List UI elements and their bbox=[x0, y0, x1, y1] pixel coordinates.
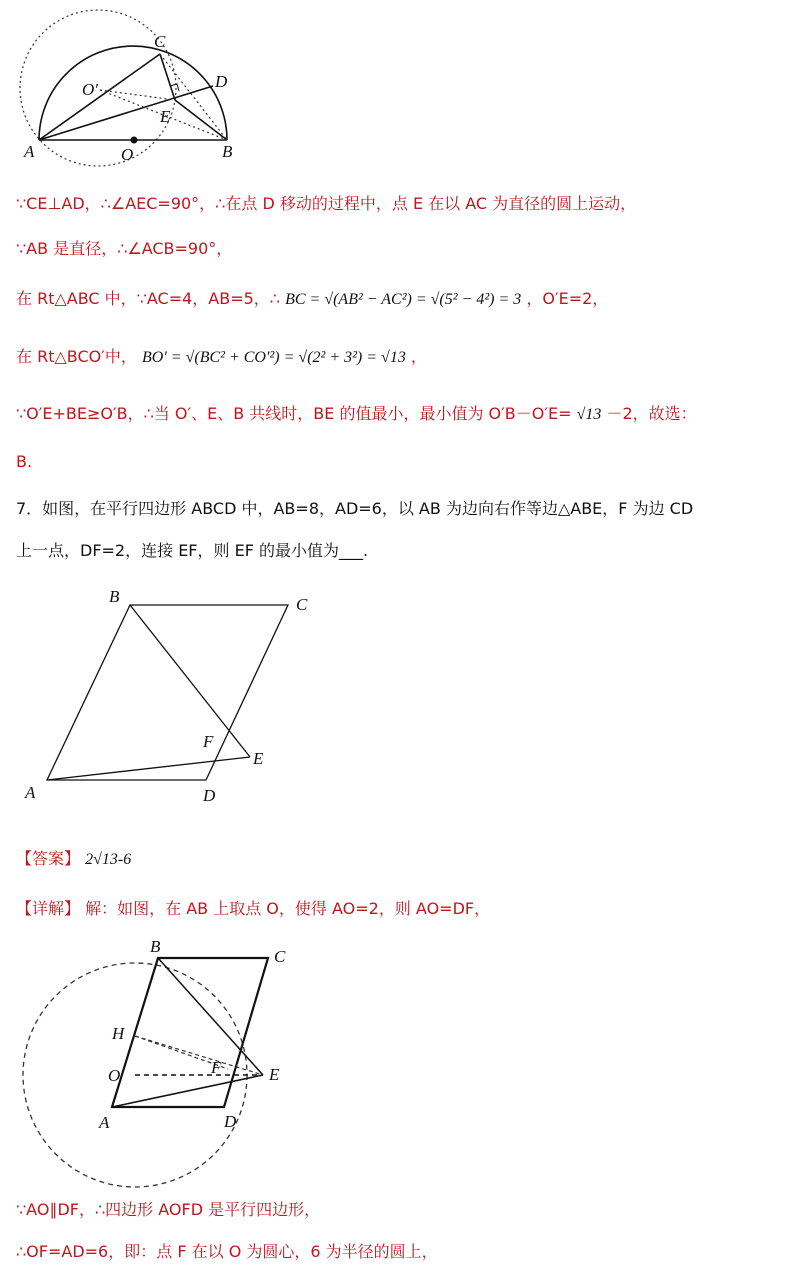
label-O: O bbox=[121, 145, 134, 164]
formula-sqrt13: √13 bbox=[576, 406, 602, 423]
label-E: E bbox=[160, 107, 171, 126]
solution-line-2: ∵AB 是直径，∴∠ACB=90°， bbox=[16, 239, 233, 258]
formula-bo-prime: BO′ = √(BC² + CO′²) = √(2² + 3²) = √13 bbox=[141, 349, 406, 366]
solution-line-4-tail: ， bbox=[410, 347, 427, 366]
label-E: E bbox=[253, 749, 264, 768]
segment-AC bbox=[39, 54, 160, 140]
figure-1-circle-diagram bbox=[10, 0, 260, 170]
solution-line-1: ∵CE⊥AD，∴∠AEC=90°，∴在点 D 移动的过程中，点 E 在以 AC 为直径的圆上运动， bbox=[16, 194, 637, 213]
label-E: E bbox=[269, 1065, 280, 1084]
solution-line-3-text: 在 Rt△ABC 中，∵AC=4，AB=5，∴ bbox=[16, 289, 280, 308]
figure-3-circle-construction bbox=[10, 935, 330, 1185]
segment-CE bbox=[160, 54, 175, 100]
segment-AE bbox=[47, 757, 250, 780]
segment-BE bbox=[130, 605, 250, 757]
label-A: A bbox=[99, 1113, 110, 1132]
dotted-circle bbox=[20, 10, 176, 166]
semicircle-arc bbox=[39, 46, 227, 140]
answer-tag: 【答案】 bbox=[16, 849, 81, 868]
label-C: C bbox=[154, 32, 166, 51]
label-C: C bbox=[274, 947, 286, 966]
solution-line-3-tail: ，O′E=2， bbox=[526, 289, 609, 308]
label-B: B bbox=[109, 587, 120, 606]
question-7-line-1: 7．如图，在平行四边形 ABCD 中，AB=8，AD=6，以 AB 为边向右作等边△ABE，F 为边 CD bbox=[16, 499, 694, 518]
bottom-line-2: ∴OF=AD=6，即：点 F 在以 O 为圆心，6 为半径的圆上， bbox=[16, 1242, 438, 1261]
question-7-line-2: 上一点，DF=2，连接 EF，则 EF 的最小值为___. bbox=[16, 541, 369, 560]
figure-2-parallelogram bbox=[20, 585, 340, 815]
solution-line-6: B. bbox=[16, 452, 33, 471]
label-B: B bbox=[222, 142, 233, 161]
label-D: D bbox=[224, 1112, 237, 1131]
label-H: H bbox=[112, 1024, 125, 1043]
solution-line-5-text: ∵O′E+BE≥O′B，∴当 O′、E、B 共线时，BE 的值最小，最小值为 O′B－O′E= bbox=[16, 404, 572, 423]
label-F: F bbox=[203, 732, 214, 751]
label-D: D bbox=[203, 786, 216, 805]
detail-text: 解：如图，在 AB 上取点 O，使得 AO=2，则 AO=DF， bbox=[85, 899, 491, 918]
label-B: B bbox=[150, 937, 161, 956]
solution-line-4-text: 在 Rt△BCO′中， bbox=[16, 347, 137, 366]
label-D: D bbox=[215, 72, 228, 91]
parallelogram-ABCD bbox=[47, 605, 288, 780]
bottom-line-1: ∵AO∥DF，∴四边形 AOFD 是平行四边形， bbox=[16, 1200, 321, 1219]
label-A: A bbox=[24, 142, 35, 161]
label-F: F bbox=[211, 1058, 222, 1077]
segment-OE-dotted bbox=[100, 90, 175, 100]
segment-AD bbox=[39, 86, 213, 140]
label-A: A bbox=[25, 783, 36, 802]
point-O bbox=[131, 137, 138, 144]
label-O-prime: O′ bbox=[82, 80, 98, 99]
segment-AE bbox=[112, 1075, 263, 1107]
answer-value: 2√13-6 bbox=[85, 851, 132, 868]
label-O: O bbox=[108, 1066, 121, 1085]
solution-line-5-tail: －2，故选： bbox=[606, 404, 697, 423]
parallelogram-ABCD bbox=[112, 958, 268, 1107]
detail-tag: 【详解】 bbox=[16, 899, 81, 918]
formula-bc: BC = √(AB² − AC²) = √(5² − 4²) = 3 bbox=[285, 291, 522, 308]
label-C: C bbox=[296, 595, 308, 614]
